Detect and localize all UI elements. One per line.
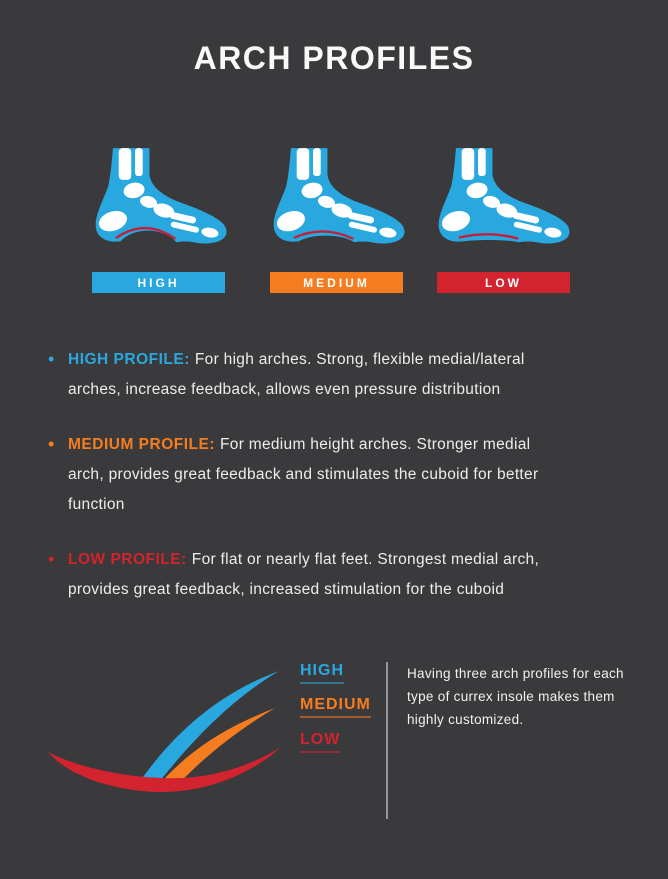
bullet-heading: LOW PROFILE: [68,551,187,568]
caption-text: Having three arch profiles for each type of currex insole makes them highly customized. [407,666,624,727]
bullet-heading: HIGH PROFILE: [68,351,190,368]
curve-legend-medium: MEDIUM [300,696,371,718]
bullet-dot: • [48,434,55,454]
foot-diagram-high [88,148,232,248]
bullet-heading: MEDIUM PROFILE: [68,436,215,453]
page-title: ARCH PROFILES [193,40,475,76]
foot-diagram-low [431,148,575,248]
curve-legend-low: LOW [300,731,340,753]
arch-label-high: HIGH [92,272,225,293]
arch-label-medium: MEDIUM [270,272,403,293]
profile-bullet-list [48,345,553,630]
bullet-high-profile [48,345,553,405]
bullet-text: For flat or nearly flat feet. Strongest medial arch, provides great feedback, increased stimulation for the cuboid [68,551,540,598]
arch-curves-graphic [35,638,320,823]
vertical-divider [386,662,388,819]
arch-label-low: LOW [437,272,570,293]
bullet-low-profile [48,545,553,605]
bullet-dot: • [48,349,55,369]
bullet-dot: • [48,549,55,569]
bullet-medium-profile [48,430,553,520]
bullet-text: For high arches. Strong, flexible medial/lateral arches, increase feedback, allows even pressure distribution [68,351,525,398]
bullet-text: For medium height arches. Stronger medial arch, provides great feedback and stimulates the cuboid for better function [68,436,539,513]
curve-legend-high: HIGH [300,662,344,684]
foot-diagram-medium [266,148,410,248]
